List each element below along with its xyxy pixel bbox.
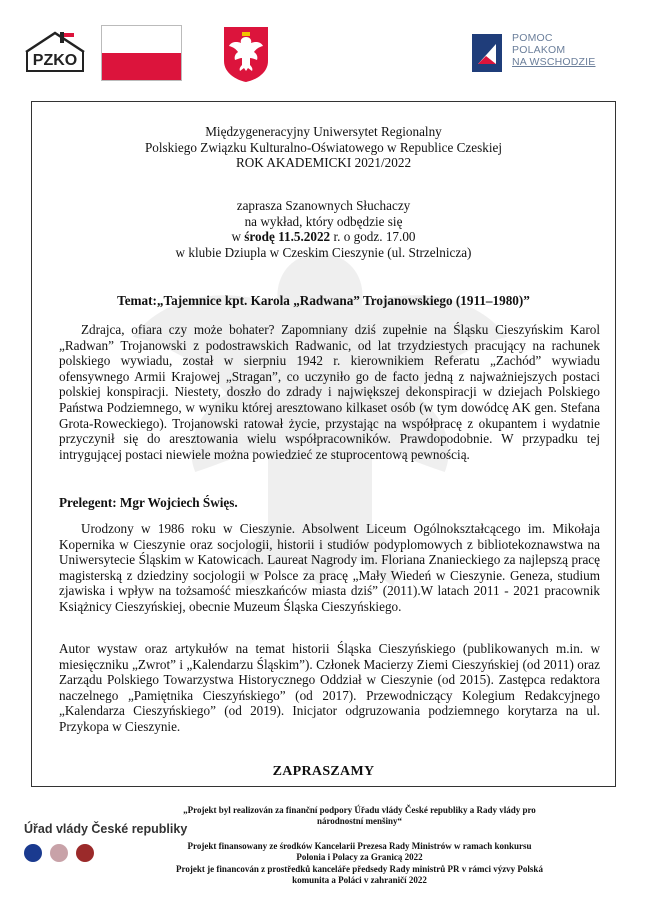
funding-note-czech-translation: Projekt je financován z prostředků kanceláře předsedy Rady ministrů PR v rámci výzvy Polská komunita a Poláci v zahraničí 2022 xyxy=(176,864,543,885)
organizer-block xyxy=(31,124,616,171)
partner-logo-icon xyxy=(472,34,502,72)
minority-badge-icon xyxy=(50,844,68,862)
invitation-block xyxy=(31,198,616,260)
pomoc-polakom-logo xyxy=(472,32,602,76)
lecture-topic: Temat:„Tajemnice kpt. Karola „Radwana” Trojanowskiego (1911–1980)” xyxy=(117,293,530,308)
organizer-line-2: Polskiego Związku Kulturalno-Oświatowego w Republice Czeskiej xyxy=(144,139,503,155)
lecture-description: Zdrajca, ofiara czy może bohater? Zapomniany dziś zupełnie na Śląsku Cieszyńskim Karol „Radwan” Trojanowski z podostrawskich Radwanic, od lat trzydziestych pracujący na rachunek polskiego wywiadu, został w sierpniu 1942 r. kierownikiem Referatu „Zachód” wywiadu ofensywnego Armii Krajowej „Stragan”, co uczyniło go de facto jedną z najważniejszych postaci polskiej konspiracji. Niestety, doszło do zdrady i największej dekonspiracji w dziejach Polskiego Państwa Podziemnego, w wyniku której aresztowano kilkaset osób (w tym dowódcę AK gen. Stefana Grota-Roweckiego). Trojanowski ratował życie, przystając na współpracę z okupantem i wydatnie przyczynił się do aresztowania wielu współpracowników. Prawdopodobnie. W przypadku tej intrygującej postaci niewiele można powiedzieć ze stuprocentową pewnością. xyxy=(59,322,600,462)
speaker-name: Prelegent: Mgr Wojciech Święs. xyxy=(59,495,238,510)
lecture-date: środę 11.5.2022 xyxy=(244,229,331,245)
date-line: w środę 11.5.2022 r. o godz. 17.00 xyxy=(231,229,416,245)
partner-logo-line-1: POMOC xyxy=(512,32,553,44)
venue-line: w klubie Dziupla w Czeskim Cieszynie (ul. Strzelnicza) xyxy=(175,244,472,260)
house-roof-icon xyxy=(24,30,86,54)
czech-government-logo-text: Úřad vlády České republiky xyxy=(24,822,188,836)
pzko-logo xyxy=(22,30,88,74)
funding-note-czech-government: „Projekt byl realizován za finanční podpory Úřadu vlády České republiky a Rady vlády pro národnostní menšiny“ xyxy=(183,805,536,826)
partner-logo-line-3: NA WSCHODZIE xyxy=(512,56,596,68)
closing-invitation: ZAPRASZAMY xyxy=(272,764,375,779)
polish-eagle-emblem-icon xyxy=(222,25,270,83)
organizer-line-1: Międzygeneracyjny Uniwersytet Regionalny xyxy=(205,124,442,139)
speaker-works: Autor wystaw oraz artykułów na temat historii Śląska Cieszyńskiego (publikowanych m.in. w miesięczniku „Zwrot” i „Kalendarzu Śląskim”). Członek Macierzy Ziemi Cieszyńskiej (od 2011) oraz Zarządu Polskiego Towarzystwa Historycznego Oddział w Cieszynie (od 2015). Zastępca redaktora naczelnego „Pamiętnika Cieszyńskiego” (od 2017). Przewodniczący Kolegium Redakcyjnego „Kalendarza Cieszyńskiego” (od 2019). Inicjator odgruzowania podziemnego korytarza na ul. Przykopa w Cieszynie. xyxy=(59,641,600,734)
eu-badge-icon xyxy=(24,844,42,862)
funding-note-polish-chancellery: Projekt finansowany ze środków Kancelarii Prezesa Rady Ministrów w ramach konkursu Polonia i Polacy za Granicą 2022 xyxy=(187,841,532,862)
emblem-badge-icon xyxy=(76,844,94,862)
invite-line-1: zaprasza Szanownych Słuchaczy xyxy=(236,198,411,213)
invite-line-2: na wykład, który odbędzie się xyxy=(244,213,403,229)
polish-flag xyxy=(101,25,182,81)
footer-badges xyxy=(24,844,98,864)
speaker-bio: Urodzony w 1986 roku w Cieszynie. Absolwent Liceum Ogólnokształcącego im. Mikołaja Kopernika w Cieszynie oraz socjologii, historii i studiów podyplomowych z bibliotekoznawstwa na Uniwersytecie Śląskim w Katowicach. Laureat Nagrody im. Floriana Znanieckiego za najlepszą pracę magisterską z dziedziny socjologii w Polsce za pracę „Mały Wiedeń w Cieszynie. Geneza, studium zjawiska i wpływ na tożsamość mieszkańców miasta dziś” (2011).W latach 2011 - 2021 pracownik Książnicy Cieszyńskiej, obecnie Muzeum Śląska Cieszyńskiego. xyxy=(59,521,600,614)
partner-logo-line-2: POLAKOM xyxy=(512,44,566,56)
pzko-label: PZKO xyxy=(26,52,84,72)
academic-year: ROK AKADEMICKI 2021/2022 xyxy=(235,155,412,171)
